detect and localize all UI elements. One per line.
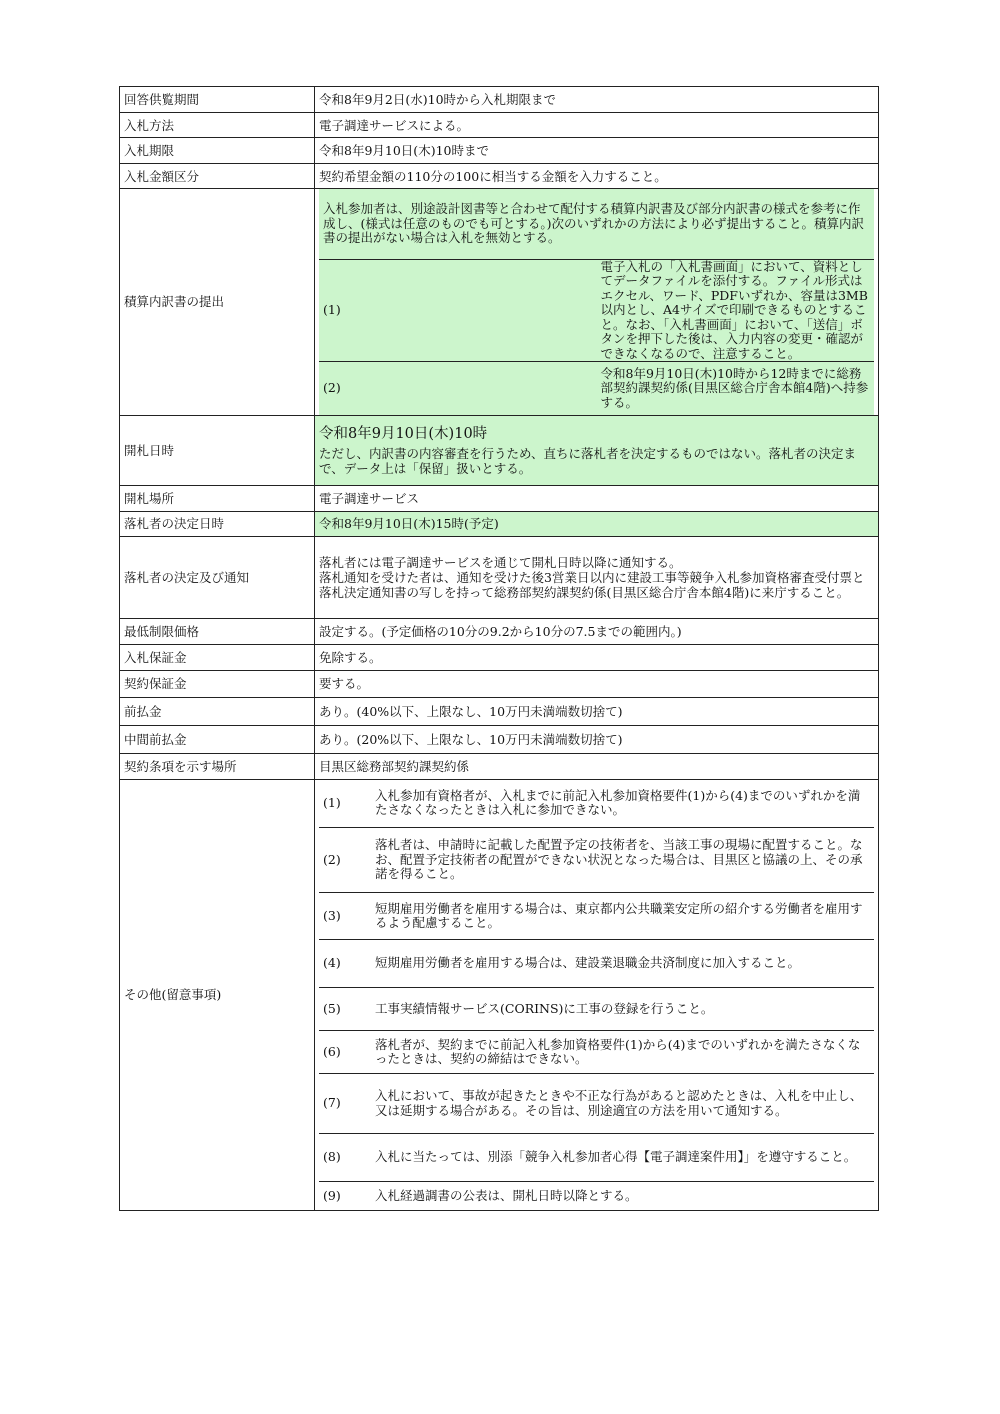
opening-note: ただし、内訳書の内容審査を行うため、直ちに落札者を決定するものではない。落札者の決定まで、データ上は「保留」扱いとする。	[319, 445, 857, 476]
item-number: (7)	[319, 1074, 371, 1134]
row-label: 回答供覧期間	[120, 87, 315, 113]
table-row	[120, 644, 879, 670]
opening-datetime: 令和8年9月10日(木)10時	[319, 425, 488, 442]
item-number: (5)	[319, 988, 371, 1031]
item-text: 入札において、事故が起きたときや不正な行為があると認めたときは、入札を中止し、又は延期する場合がある。その旨は、別途適宜の方法を用いて通知する。	[371, 1074, 874, 1134]
table-row	[120, 485, 879, 511]
row-label: 積算内訳書の提出	[120, 189, 315, 416]
row-value: 設定する。(予定価格の10分の9.2から10分の7.5までの範囲内。)	[315, 618, 879, 644]
item-text: 短期雇用労働者を雇用する場合は、東京都内公共職業安定所の紹介する労働者を雇用するよう配慮すること。	[371, 893, 874, 940]
row-value: 契約希望金額の110分の100に相当する金額を入力すること。	[315, 164, 879, 189]
item-number: (8)	[319, 1134, 371, 1182]
row-label: 中間前払金	[120, 725, 315, 753]
table-row	[120, 670, 879, 697]
row-value: 電子調達サービス	[315, 485, 879, 511]
row-label: 前払金	[120, 697, 315, 725]
item-number: (1)	[319, 259, 597, 362]
breakdown-intro: 入札参加者は、別途設計図書等と合わせて配付する積算内訳書及び部分内訳書の様式を参考に作成し、(様式は任意のものでも可とする。)次のいずれかの方法により必ず提出すること。積算内訳書の提出がない場合は入札を無効とする。	[319, 189, 874, 259]
item-text: 入札に当たっては、別添「競争入札参加者心得【電子調達案件用】」を遵守すること。	[371, 1134, 874, 1182]
breakdown-submission-table	[319, 189, 874, 415]
table-row	[120, 164, 879, 189]
row-label: 落札者の決定日時	[120, 511, 315, 536]
item-number: (2)	[319, 362, 597, 415]
row-label: 最低制限価格	[120, 618, 315, 644]
item-number: (4)	[319, 940, 371, 988]
table-row	[120, 779, 879, 1210]
row-label: 入札保証金	[120, 644, 315, 670]
row-value: 令和8年9月10日(木)15時(予定)	[315, 511, 879, 536]
row-value: あり。(40%以下、上限なし、10万円未満端数切捨て)	[315, 697, 879, 725]
row-label: 落札者の決定及び通知	[120, 536, 315, 618]
item-number: (6)	[319, 1031, 371, 1074]
row-label: 契約条項を示す場所	[120, 753, 315, 779]
table-row	[120, 536, 879, 618]
item-number: (9)	[323, 1187, 341, 1203]
item-number: (1)	[319, 780, 371, 828]
row-value: 落札者には電子調達サービスを通じて開札日時以降に通知する。 落札通知を受けた者は、通知を受けた後3営業日以内に建設工事等競争入札参加資格審査受付票と落札決定通知書の写しを持って総務部契約課契約係(目黒区総合庁舎本館4階)に来庁すること。	[315, 536, 879, 618]
row-label: 開札日時	[120, 415, 315, 485]
item-number: (2)	[319, 828, 371, 893]
row-label: 入札期限	[120, 138, 315, 164]
row-label: 契約保証金	[120, 670, 315, 697]
row-value: あり。(20%以下、上限なし、10万円未満端数切捨て)	[315, 725, 879, 753]
item-text: 落札者が、契約までに前記入札参加資格要件(1)から(4)までのいずれかを満たさなくなったときは、契約の締結はできない。	[371, 1031, 874, 1074]
row-label: 開札場所	[120, 485, 315, 511]
table-row	[120, 511, 879, 536]
item-text: 入札経過調書の公表は、開札日時以降とする。	[375, 1187, 638, 1203]
row-label: その他(留意事項)	[120, 779, 315, 1210]
table-row	[120, 113, 879, 138]
table-row	[120, 697, 879, 725]
item-text: 工事実績情報サービス(CORINS)に工事の登録を行うこと。	[371, 988, 874, 1031]
table-row	[120, 618, 879, 644]
row-value: 目黒区総務部契約課契約係	[315, 753, 879, 779]
table-row	[120, 189, 879, 416]
row-label: 入札金額区分	[120, 164, 315, 189]
item-text: 落札者は、申請時に記載した配置予定の技術者を、当該工事の現場に配置すること。なお、配置予定技術者の配置ができない状況となった場合は、目黒区と協議の上、その承諾を得ること。	[371, 828, 874, 893]
table-row	[120, 725, 879, 753]
item-text: 令和8年9月10日(木)10時から12時までに総務部契約課契約係(目黒区総合庁舎本館4階)へ持参する。	[597, 362, 875, 415]
table-row	[120, 87, 879, 113]
table-row	[120, 415, 879, 485]
item-text: 入札参加有資格者が、入札までに前記入札参加資格要件(1)から(4)までのいずれかを満たさなくなったときは入札に参加できない。	[371, 780, 874, 828]
table-row	[120, 138, 879, 164]
item-text: 電子入札の「入札書画面」において、資料としてデータファイルを添付する。ファイル形式はエクセル、ワード、PDFいずれか、容量は3MB以内とし、A4サイズで印刷できるものとすること。なお、「入札書画面」において、「送信」ボタンを押下した後は、入力内容の変更・確認ができなくなるので、注意すること。	[597, 259, 875, 362]
table-row	[120, 753, 879, 779]
notes-table	[319, 780, 874, 1210]
row-value: 電子調達サービスによる。	[315, 113, 879, 138]
row-value: 令和8年9月2日(水)10時から入札期限まで	[315, 87, 879, 113]
row-label: 入札方法	[120, 113, 315, 138]
item-number: (3)	[319, 893, 371, 940]
row-value: 令和8年9月10日(木)10時まで	[315, 138, 879, 164]
row-value: 要する。	[315, 670, 879, 697]
item-text: 短期雇用労働者を雇用する場合は、建設業退職金共済制度に加入すること。	[371, 940, 874, 988]
bid-conditions-table	[119, 86, 879, 1211]
row-value: 免除する。	[315, 644, 879, 670]
